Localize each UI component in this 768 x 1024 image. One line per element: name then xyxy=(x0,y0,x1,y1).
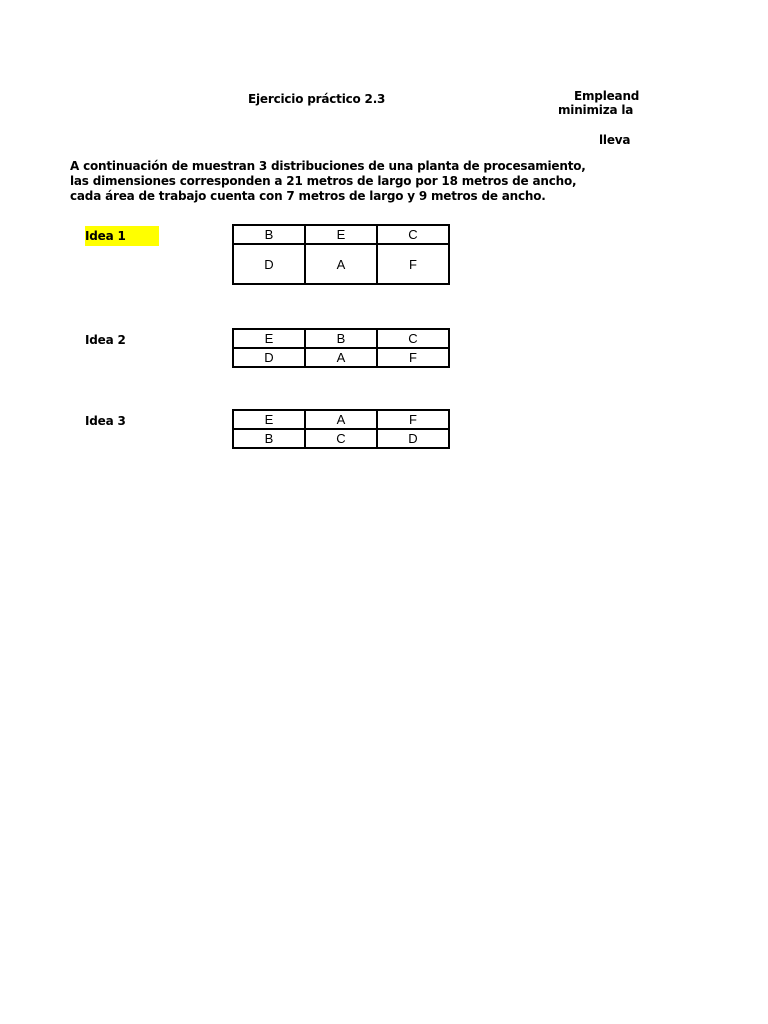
layout-cell: A xyxy=(305,410,377,429)
layout-row xyxy=(233,225,449,244)
layout-cell: B xyxy=(233,429,305,448)
layout-cell: C xyxy=(377,329,449,348)
instruction-text-line-3: lleva xyxy=(599,133,631,147)
layout-cell: F xyxy=(377,410,449,429)
intro-line-3: cada área de trabajo cuenta con 7 metros de largo y 9 metros de ancho. xyxy=(70,189,546,203)
idea-1-label: Idea 1 xyxy=(85,226,159,246)
layout-cell: A xyxy=(305,348,377,367)
layout-cell: F xyxy=(377,348,449,367)
layout-cell: D xyxy=(233,244,305,284)
layout-row xyxy=(233,348,449,367)
page-title: Ejercicio práctico 2.3 xyxy=(248,92,386,106)
layout-cell: A xyxy=(305,244,377,284)
layout-cell: F xyxy=(377,244,449,284)
idea-3-layout-grid xyxy=(232,409,450,449)
idea-1-layout-grid xyxy=(232,224,450,285)
layout-row xyxy=(233,329,449,348)
layout-cell: C xyxy=(305,429,377,448)
layout-cell: D xyxy=(377,429,449,448)
layout-cell: D xyxy=(233,348,305,367)
layout-cell: E xyxy=(233,410,305,429)
intro-paragraph xyxy=(70,159,586,204)
layout-cell: B xyxy=(305,329,377,348)
intro-line-1: A continuación de muestran 3 distribuciones de una planta de procesamiento, xyxy=(70,159,586,173)
layout-cell: E xyxy=(233,329,305,348)
layout-row xyxy=(233,244,449,284)
layout-cell: B xyxy=(233,225,305,244)
intro-line-2: las dimensiones corresponden a 21 metros de largo por 18 metros de ancho, xyxy=(70,174,577,188)
instruction-text-line-2: minimiza la xyxy=(558,103,634,117)
layout-row xyxy=(233,429,449,448)
layout-row xyxy=(233,410,449,429)
layout-cell: E xyxy=(305,225,377,244)
idea-3-label: Idea 3 xyxy=(85,414,126,428)
instruction-text-line-1: Empleand xyxy=(574,89,640,103)
idea-2-label: Idea 2 xyxy=(85,333,126,347)
idea-2-layout-grid xyxy=(232,328,450,368)
layout-cell: C xyxy=(377,225,449,244)
